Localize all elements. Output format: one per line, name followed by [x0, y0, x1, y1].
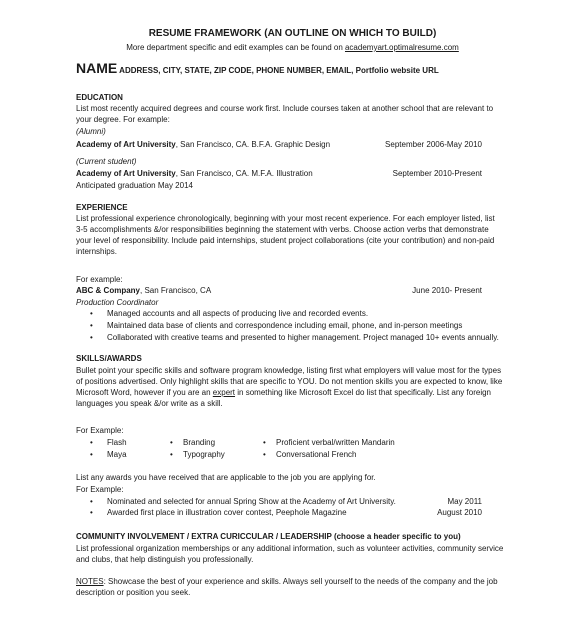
education-school-2: Academy of Art University	[76, 169, 176, 178]
bullet-icon: •	[90, 438, 93, 447]
experience-example-label: For example:	[76, 275, 123, 284]
skill-text: Typography	[183, 450, 225, 459]
education-dates-1: September 2006-May 2010	[385, 140, 482, 149]
education-heading: EDUCATION	[76, 93, 123, 102]
education-school-1: Academy of Art University	[76, 140, 176, 149]
education-dates-2: September 2010-Present	[392, 169, 482, 178]
skill-text: Branding	[183, 438, 216, 447]
experience-intro: List professional experience chronologically, beginning with your most recent experience. For each employer listed, list 3-5 accomplishments &/or responsibilities beginning the statement with verbs. Choose action verbs that demonstrate your level of responsibility. Include paid internships, student project collaborations (cite your contribution) and non-paid internships.	[76, 214, 495, 256]
subtitle-text: More department specific and edit examples can be found on	[126, 43, 345, 52]
education-status-1: (Alumni)	[76, 127, 106, 136]
bullet-icon: •	[90, 309, 93, 318]
skills-intro	[76, 365, 504, 409]
contact-line: ADDRESS, CITY, STATE, ZIP CODE, PHONE NUMBER, EMAIL, Portfolio website URL	[117, 66, 439, 75]
skill-text: Proficient verbal/written Mandarin	[276, 438, 395, 447]
skills-intro-start: Bullet point your specific skills and software program knowledge, listing first what employers will value most for the types of positions advertised. Only highlight skills that are specific to YOU. Do not mention skills you are expected to know, like Microsoft Word, however if you are an	[76, 366, 503, 397]
bullet-icon: •	[90, 333, 93, 342]
skills-intro-expert: expert	[212, 388, 236, 397]
skills-example-label: For Example:	[76, 426, 124, 435]
bullet-icon: •	[263, 450, 266, 459]
awards-intro: List any awards you have received that are applicable to the job you are applying for.	[76, 473, 376, 482]
experience-company: ABC & Company	[76, 286, 141, 295]
bullet-icon: •	[90, 321, 93, 330]
skill-text: Maya	[107, 450, 127, 459]
experience-bullet-text-3: Collaborated with creative teams and presented to higher management. Project managed 10+ events annually.	[107, 333, 499, 342]
education-graduation: Anticipated graduation May 2014	[76, 181, 193, 190]
optimalresume-link[interactable]: academyart.optimalresume.com	[344, 43, 459, 52]
awards-example-label: For Example:	[76, 485, 124, 494]
name-header	[76, 60, 439, 76]
award-date: August 2010	[437, 508, 482, 517]
education-entry-2	[76, 168, 313, 179]
experience-company-line	[76, 285, 211, 296]
notes-body: : Showcase the best of your experience and skills. Always sell yourself to the needs of the company and the job description or position you seek.	[76, 577, 498, 597]
bullet-icon: •	[263, 438, 266, 447]
skill-text: Flash	[107, 438, 127, 447]
education-status-2: (Current student)	[76, 157, 137, 166]
education-intro: List most recently acquired degrees and course work first. Include courses taken at another school that are relevant to your degree. For example:	[76, 104, 494, 124]
community-text: List professional organization memberships or any additional information, such as volunteer activities, community service and clubs, that help distinguish you professionally.	[76, 544, 504, 564]
experience-location: , San Francisco, CA	[140, 286, 212, 295]
bullet-icon: •	[90, 450, 93, 459]
experience-dates: June 2010- Present	[412, 286, 482, 295]
notes-label: NOTES	[76, 577, 104, 586]
community-heading: COMMUNITY INVOLVEMENT / EXTRA CURICCULAR / LEADERSHIP (choose a header specific to you)	[76, 532, 461, 541]
experience-bullet-text-1: Managed accounts and all aspects of producing live and recorded events.	[107, 309, 369, 318]
bullet-icon: •	[170, 450, 173, 459]
skills-intro-end: in something like Microsoft Excel do list that specifically. List any foreign languages you speak &/or write as a skill.	[76, 388, 491, 408]
education-detail-1: , San Francisco, CA. B.F.A. Graphic Design	[175, 140, 331, 149]
award-text: Awarded first place in illustration cover contest, Peephole Magazine	[107, 508, 347, 517]
skill-text: Conversational French	[276, 450, 357, 459]
bullet-icon: •	[90, 497, 93, 506]
award-text: Nominated and selected for annual Spring Show at the Academy of Art University.	[107, 497, 396, 506]
page-title: RESUME FRAMEWORK (AN OUTLINE ON WHICH TO BUILD)	[148, 28, 437, 39]
name-placeholder: NAME	[76, 60, 118, 76]
notes-text	[76, 576, 504, 598]
bullet-icon: •	[170, 438, 173, 447]
award-date: May 2011	[447, 497, 482, 506]
experience-role: Production Coordinator	[76, 298, 159, 307]
page-subtitle	[0, 42, 585, 53]
education-detail-2: , San Francisco, CA. M.F.A. Illustration	[175, 169, 313, 178]
skills-heading: SKILLS/AWARDS	[76, 354, 142, 363]
education-entry-1	[76, 139, 330, 150]
bullet-icon: •	[90, 508, 93, 517]
experience-heading: EXPERIENCE	[76, 203, 128, 212]
experience-bullet-text-2: Maintained data base of clients and correspondence including email, phone, and in-person meetings	[107, 321, 463, 330]
